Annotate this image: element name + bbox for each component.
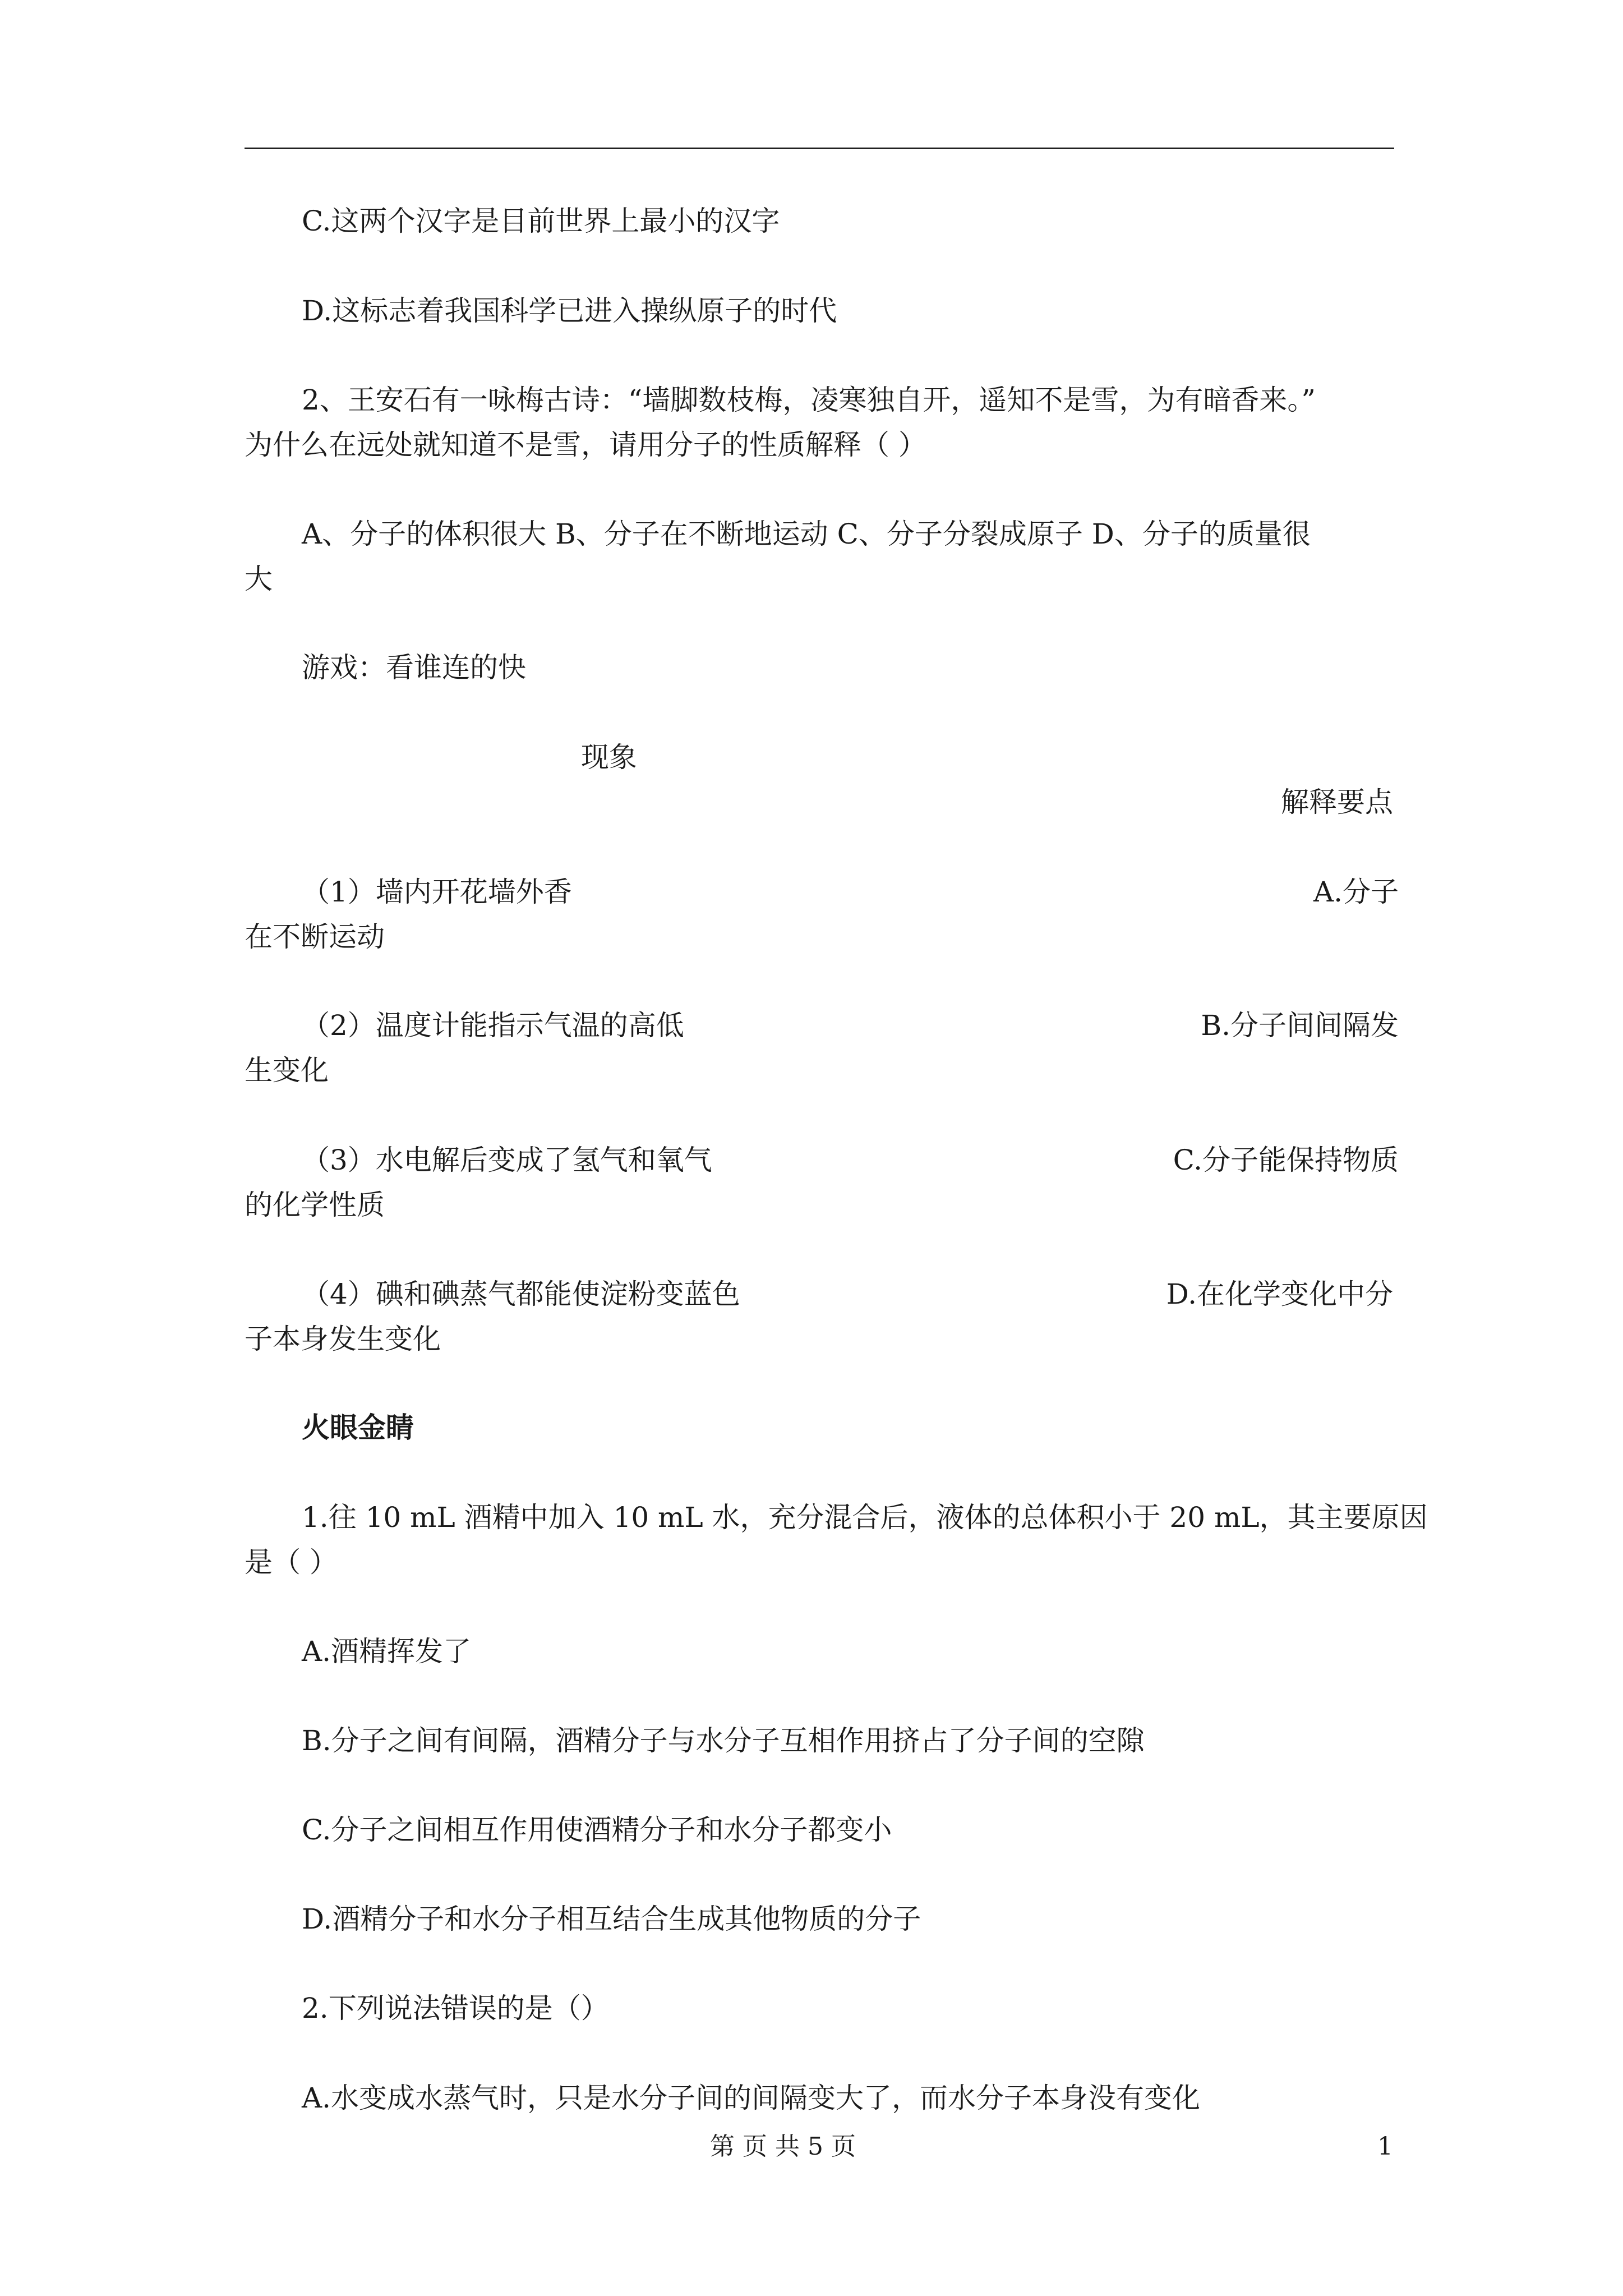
q2-line-1: 2、王安石有一咏梅古诗：“墙脚数枝梅，凌寒独自开，遥知不是雪，为有暗香来。” [302,384,1316,416]
s1-option-b: B.分子之间有间隔，酒精分子与水分子互相作用挤占了分子间的空隙 [302,1724,1145,1757]
column-explanation: 解释要点 [1281,786,1393,818]
match-explanation-4b: 子本身发生变化 [245,1323,441,1355]
s1-option-a: A.酒精挥发了 [302,1635,472,1668]
match-phenomenon-1: （1）墙内开花墙外香 [302,876,572,908]
game-title: 游戏：看谁连的快 [302,651,526,684]
match-explanation-4a: D.在化学变化中分 [1166,1278,1393,1310]
footer-page-number: 1 [1377,2132,1393,2161]
match-explanation-1b: 在不断运动 [245,921,385,953]
match-phenomenon-4: （4）碘和碘蒸气都能使淀粉变蓝色 [302,1278,740,1310]
match-explanation-2a: B.分子间间隔发 [1201,1009,1399,1042]
match-explanation-1a: A.分子 [1313,876,1399,908]
s2-question: 2.下列说法错误的是（） [302,1992,609,2024]
s1-line-2: 是（ ） [245,1546,338,1579]
section-title: 火眼金睛 [302,1411,414,1444]
s1-option-d: D.酒精分子和水分子相互结合生成其他物质的分子 [302,1903,921,1935]
q2-line-2: 为什么在远处就知道不是雪，请用分子的性质解释（ ） [245,429,926,461]
footer-page-text: 第 页 共 5 页 [710,2132,856,2161]
match-phenomenon-3: （3）水电解后变成了氢气和氧气 [302,1144,712,1176]
s1-option-c: C.分子之间相互作用使酒精分子和水分子都变小 [302,1814,892,1846]
q1-option-d: D.这标志着我国科学已进入操纵原子的时代 [302,295,837,327]
s1-line-1: 1.往 10 mL 酒精中加入 10 mL 水，充分混合后，液体的总体积小于 20 mL，其主要原因 [302,1501,1428,1534]
match-explanation-2b: 生变化 [245,1054,329,1087]
match-phenomenon-2: （2）温度计能指示气温的高低 [302,1009,684,1042]
column-phenomenon: 现象 [581,741,637,774]
q1-option-c: C.这两个汉字是目前世界上最小的汉字 [302,205,780,237]
q2-options-line-1: A、分子的体积很大 B、分子在不断地运动 C、分子分裂成原子 D、分子的质量很 [302,518,1311,550]
header-rule [245,148,1394,149]
match-explanation-3a: C.分子能保持物质 [1173,1144,1399,1176]
q2-options-line-2: 大 [245,563,273,595]
match-explanation-3b: 的化学性质 [245,1189,385,1221]
s2-option-a: A.水变成水蒸气时，只是水分子间的间隔变大了，而水分子本身没有变化 [302,2082,1201,2114]
